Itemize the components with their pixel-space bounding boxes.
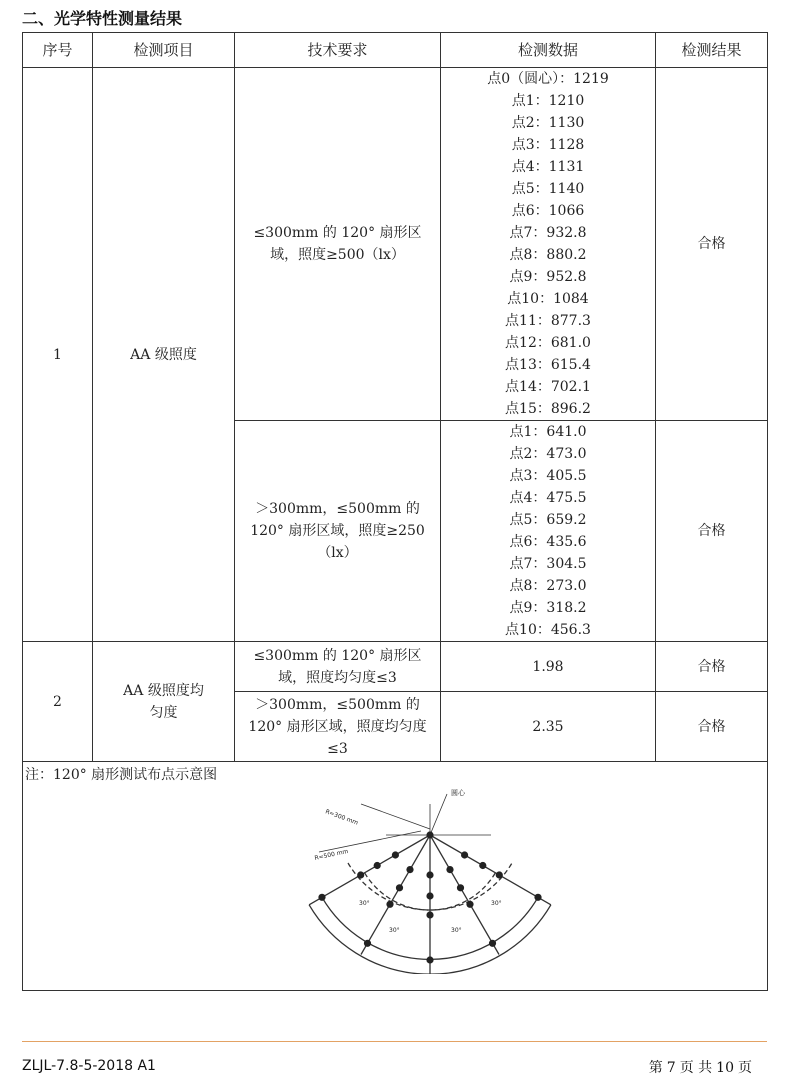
measure-point bbox=[426, 831, 433, 838]
table-header-row bbox=[23, 33, 768, 68]
measure-point bbox=[426, 911, 433, 918]
data-point: 点6：435.6 bbox=[509, 534, 587, 550]
header-no: 序号 bbox=[23, 33, 93, 68]
data-point: 点14：702.1 bbox=[505, 379, 591, 395]
data-point: 点5：659.2 bbox=[509, 512, 587, 528]
data-point: 点0（圆心）：1219 bbox=[487, 71, 609, 87]
measure-point bbox=[426, 956, 433, 963]
data-point: 点5：1140 bbox=[511, 181, 585, 197]
item2-data-a: 1.98 bbox=[441, 642, 656, 692]
header-result: 检测结果 bbox=[656, 33, 768, 68]
data-point: 点2：473.0 bbox=[509, 446, 587, 462]
measure-point bbox=[426, 892, 433, 899]
measure-point bbox=[426, 871, 433, 878]
header-data: 检测数据 bbox=[441, 33, 656, 68]
data-point: 点4：1131 bbox=[511, 159, 585, 175]
center-label: 圆心 bbox=[451, 789, 465, 797]
measure-point bbox=[457, 884, 464, 891]
data-point: 点9：318.2 bbox=[509, 600, 587, 616]
data-point: 点13：615.4 bbox=[505, 357, 591, 373]
angle-label: 30° bbox=[451, 927, 462, 934]
data-point: 点3：405.5 bbox=[509, 468, 587, 484]
measure-point bbox=[364, 940, 371, 947]
table-row bbox=[23, 642, 768, 692]
item2-no: 2 bbox=[23, 642, 93, 762]
table-row bbox=[23, 68, 768, 421]
header-requirement: 技术要求 bbox=[235, 33, 441, 68]
angle-label: 30° bbox=[389, 927, 400, 934]
measure-point bbox=[461, 851, 468, 858]
note-row bbox=[23, 762, 768, 991]
data-point: 点7：304.5 bbox=[509, 556, 587, 572]
r500-label: R=500 mm bbox=[313, 847, 349, 862]
measure-point bbox=[392, 851, 399, 858]
data-point: 点4：475.5 bbox=[509, 490, 587, 506]
center-pointer bbox=[430, 794, 447, 835]
measure-point bbox=[534, 894, 541, 901]
item1-requirement-b: ＞300mm，≤500mm 的 120° 扇形区域，照度≥250（lx） bbox=[235, 421, 441, 642]
section-title: 二、光学特性测量结果 bbox=[22, 9, 183, 28]
item1-result-b: 合格 bbox=[656, 421, 768, 642]
data-point: 点1：1210 bbox=[511, 93, 585, 109]
data-point: 点2：1130 bbox=[511, 115, 585, 131]
measure-point bbox=[357, 871, 364, 878]
data-point: 点8：880.2 bbox=[509, 247, 587, 263]
results-table bbox=[22, 32, 768, 991]
data-point: 点11：877.3 bbox=[505, 313, 591, 329]
measure-point bbox=[446, 866, 453, 873]
measure-point bbox=[466, 901, 473, 908]
page-prefix: 第 bbox=[648, 1060, 663, 1076]
r300-label: R=300 mm bbox=[324, 808, 359, 827]
item2-result-a: 合格 bbox=[656, 642, 768, 692]
page-number bbox=[647, 1057, 754, 1077]
header-item: 检测项目 bbox=[93, 33, 235, 68]
item1-name: AA 级照度 bbox=[93, 68, 235, 642]
angle-label: 30° bbox=[359, 900, 370, 907]
data-point: 点3：1128 bbox=[511, 137, 585, 153]
item1-no: 1 bbox=[23, 68, 93, 642]
footer-divider bbox=[22, 1041, 767, 1042]
page-mid: 页 共 bbox=[679, 1060, 713, 1076]
page-current: 7 bbox=[666, 1060, 676, 1076]
note-cell bbox=[23, 762, 768, 991]
measure-point bbox=[374, 862, 381, 869]
data-point: 点15：896.2 bbox=[505, 401, 591, 417]
item1-data-a bbox=[441, 68, 656, 421]
data-point: 点7：932.8 bbox=[509, 225, 587, 241]
data-point: 点10：456.3 bbox=[505, 622, 591, 638]
measure-point bbox=[496, 871, 503, 878]
document-code: ZLJL-7.8-5-2018 A1 bbox=[22, 1058, 156, 1074]
item2-data-b: 2.35 bbox=[441, 692, 656, 762]
data-point: 点6：1066 bbox=[511, 203, 585, 219]
data-point: 点12：681.0 bbox=[505, 335, 591, 351]
page-total: 10 bbox=[716, 1060, 734, 1076]
item1-requirement-a: ≤300mm 的 120° 扇形区域，照度≥500（lx） bbox=[235, 68, 441, 421]
item2-requirement-b: ＞300mm，≤500mm 的 120° 扇形区域，照度均匀度≤3 bbox=[235, 692, 441, 762]
item1-data-b bbox=[441, 421, 656, 642]
measure-point bbox=[386, 901, 393, 908]
item1-result-a: 合格 bbox=[656, 68, 768, 421]
measure-point bbox=[406, 866, 413, 873]
measure-point bbox=[396, 884, 403, 891]
item2-name: AA 级照度均匀度 bbox=[93, 642, 235, 762]
item2-result-b: 合格 bbox=[656, 692, 768, 762]
data-point: 点10：1084 bbox=[507, 291, 589, 307]
note-text: 注：120° 扇形测试布点示意图 bbox=[25, 767, 218, 783]
measure-point bbox=[479, 862, 486, 869]
fan-diagram bbox=[291, 784, 581, 974]
data-point: 点1：641.0 bbox=[509, 424, 587, 440]
data-point: 点8：273.0 bbox=[509, 578, 587, 594]
measure-point bbox=[318, 894, 325, 901]
dimension-r300 bbox=[361, 804, 430, 829]
measure-point bbox=[489, 940, 496, 947]
page-suffix: 页 bbox=[738, 1060, 752, 1076]
data-point: 点9：952.8 bbox=[509, 269, 587, 285]
angle-label: 30° bbox=[491, 900, 502, 907]
item2-requirement-a: ≤300mm 的 120° 扇形区域，照度均匀度≤3 bbox=[235, 642, 441, 692]
